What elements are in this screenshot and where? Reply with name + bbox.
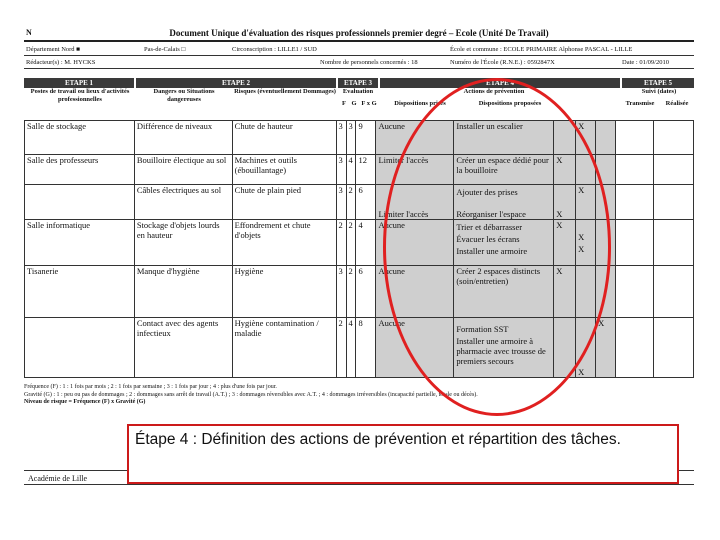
column-headers <box>24 88 694 120</box>
danger-cell: Stockage d'objets lourds en hauteur <box>134 220 232 266</box>
proposees-cell: Ajouter des prises <box>456 187 518 197</box>
corner-mark: N <box>26 28 32 37</box>
risque-cell: Hygiène contamination / maladie <box>232 318 336 378</box>
fg-cell: 6 <box>356 185 376 220</box>
proposees-cell: Installer un escalier <box>454 121 554 155</box>
step-3: ETAPE 3 <box>338 78 378 88</box>
header-g: G <box>351 100 357 107</box>
fg-cell: 12 <box>356 155 376 185</box>
redacteur-field: Rédacteur(s) : M. HYCKS <box>26 59 96 66</box>
fg-cell: 4 <box>356 220 376 266</box>
proposees-cell: Créer un espace dédié pour la bouilloire <box>454 155 554 185</box>
step-4: ETAPE 4 <box>380 78 620 88</box>
risque-cell: Chute de hauteur <box>232 121 336 155</box>
lieu-cell: Salle informatique <box>25 220 135 266</box>
numero-ecole-field: Numéro de l'École (R.N.E.) : 0592847X <box>450 59 555 66</box>
ecole-field: École et commune : ECOLE PRIMAIRE Alphonse PASCAL - LILLE <box>450 46 633 53</box>
header-f: F <box>342 100 346 107</box>
g-cell: 3 <box>346 121 356 155</box>
departement-field: Département Nord ■ <box>26 46 81 53</box>
danger-cell: Bouilloire électique au sol <box>134 155 232 185</box>
risque-cell: Hygiène <box>232 266 336 318</box>
footnote-niveau: Niveau de risque = Fréquence (F) x Gravité (G) <box>24 399 146 406</box>
lieu-cell <box>25 185 135 220</box>
header-suivi: Suivi (dates) <box>641 88 677 95</box>
x-mark: X <box>554 266 576 318</box>
x-mark: X <box>554 185 576 220</box>
step-2: ETAPE 2 <box>136 78 336 88</box>
g-cell: 4 <box>346 318 356 378</box>
info-row-1 <box>24 44 694 56</box>
g-cell: 4 <box>346 155 356 185</box>
info-row-2 <box>24 57 694 69</box>
fg-cell: 8 <box>356 318 376 378</box>
x-mark: X <box>554 155 576 185</box>
x-mark: X <box>596 318 616 378</box>
header-actions: Actions de prévention <box>463 88 525 95</box>
table-row <box>25 266 694 318</box>
proposees-cell: Créer 2 espaces distincts (soin/entretien) <box>454 266 554 318</box>
fg-cell: 9 <box>356 121 376 155</box>
table-row <box>25 121 694 155</box>
f-cell: 2 <box>336 318 346 378</box>
f-cell: 3 <box>336 121 346 155</box>
x-mark: X <box>578 244 585 254</box>
x-mark: X <box>576 121 596 155</box>
table-row <box>25 155 694 185</box>
header-transmise: Transmise <box>625 100 655 107</box>
header-dangers: Dangers ou Situations dangereuses <box>153 88 215 103</box>
prises-cell: Aucune <box>376 121 454 155</box>
g-cell: 2 <box>346 220 356 266</box>
f-cell: 3 <box>336 185 346 220</box>
header-risques: Risques (éventuellement Dommages) <box>234 88 336 95</box>
date-field: Date : 01/09/2010 <box>622 59 669 66</box>
g-cell: 2 <box>346 185 356 220</box>
prises-cell: Aucune <box>376 318 454 378</box>
proposees-cell: Trier et débarrasser <box>456 222 523 232</box>
step-5: ETAPE 5 <box>622 78 694 88</box>
header-lieux: Postes de travail ou lieux d'activités professionnelles <box>30 88 130 103</box>
footnote-gravite: Gravité (G) : 1 : peu ou pas de dommages ; 2 : dommages sans arrêt de travail (A.T.) ; 3 : dommages réversibles avec A.T. ; 4 : dommages irréversibles (incapacité partielle, totale ou décès). <box>24 391 478 398</box>
danger-cell: Différence de niveaux <box>134 121 232 155</box>
academie-footer: Académie de Lille <box>24 470 694 485</box>
proposees-cell: Réorganiser l'espace <box>456 209 526 219</box>
header-fxg: F x G <box>361 100 377 107</box>
title-text: Document Unique d'évaluation des risques professionnels premier degré – Ecole (Unité De Travail) <box>169 28 549 38</box>
table-row <box>25 185 694 220</box>
lieu-cell: Tisanerie <box>25 266 135 318</box>
header-evaluation: Evaluation <box>342 88 374 95</box>
danger-cell: Contact avec des agents infectieux <box>134 318 232 378</box>
lieu-cell: Salle de stockage <box>25 121 135 155</box>
f-cell: 2 <box>336 220 346 266</box>
header-realisee: Réalisée <box>665 100 689 107</box>
header-dispo-proposees: Dispositions proposées <box>478 100 542 107</box>
prises-cell: Limiter l'accès <box>376 155 454 185</box>
x-mark: X <box>576 185 596 220</box>
lieu-cell <box>25 318 135 378</box>
f-cell: 3 <box>336 266 346 318</box>
nb-personnes-field: Nombre de personnels concernés : 18 <box>320 59 418 66</box>
prises-cell: Aucune <box>376 220 454 266</box>
document-title <box>24 26 694 42</box>
danger-cell: Câbles électriques au sol <box>134 185 232 220</box>
x-mark: X <box>576 318 596 378</box>
caption-banner: Étape 4 : Définition des actions de prévention et répartition des tâches. <box>127 424 679 484</box>
f-cell: 3 <box>336 155 346 185</box>
proposees-cell: Installer une armoire <box>456 246 528 256</box>
x-mark: X <box>554 220 576 266</box>
circonscription-field: Circonscription : LILLE1 / SUD <box>232 46 317 53</box>
lieu-cell: Salle des professeurs <box>25 155 135 185</box>
risque-cell: Machines et outils (ébouillantage) <box>232 155 336 185</box>
danger-cell: Manque d'hygiène <box>134 266 232 318</box>
pas-de-calais-field: Pas-de-Calais □ <box>144 46 186 53</box>
prises-cell: Limiter l'accès <box>376 185 454 220</box>
table-row <box>25 220 694 266</box>
prises-cell: Aucune <box>376 266 454 318</box>
proposees-cell: Installer une armoire à pharmacie avec trousse de premiers secours <box>456 336 546 366</box>
steps-bar <box>24 78 694 88</box>
proposees-cell: Évacuer les écrans <box>456 234 520 244</box>
footnotes <box>24 384 694 407</box>
x-mark: X <box>578 232 585 242</box>
table-row <box>25 318 694 378</box>
risque-cell: Effondrement et chute d'objets <box>232 220 336 266</box>
g-cell: 2 <box>346 266 356 318</box>
step-1: ETAPE 1 <box>24 78 134 88</box>
fg-cell: 6 <box>356 266 376 318</box>
proposees-cell: Formation SST <box>456 324 509 334</box>
risk-table <box>24 120 694 378</box>
footnote-frequence: Fréquence (F) : 1 : 1 fois par mois ; 2 : 1 fois par semaine ; 3 : 1 fois par jour ; 4 : plus d'une fois par jour. <box>24 384 277 390</box>
risque-cell: Chute de plain pied <box>232 185 336 220</box>
header-dispo-prises: Dispositions prises <box>394 100 446 107</box>
document-sheet <box>24 26 694 406</box>
